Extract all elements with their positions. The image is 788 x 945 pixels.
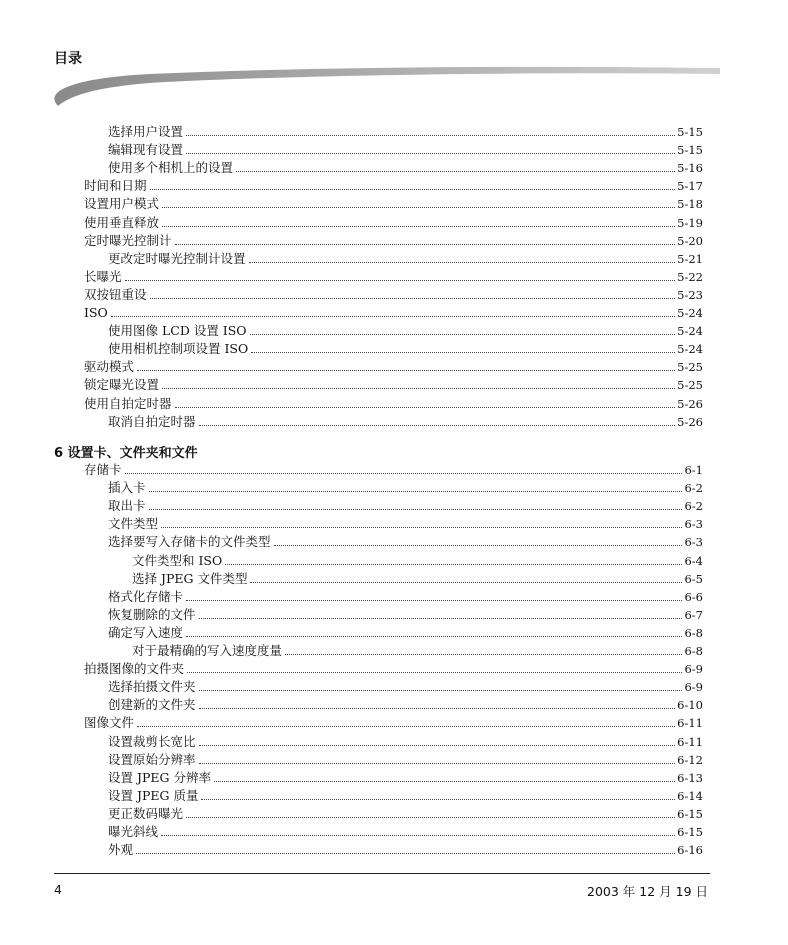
toc-leader-dots bbox=[249, 262, 676, 263]
toc-entry-title: 长曝光 bbox=[84, 268, 122, 284]
toc-entry-page: 5-25 bbox=[677, 378, 703, 393]
toc-entry[interactable] bbox=[84, 303, 703, 321]
toc-entry[interactable] bbox=[108, 412, 703, 430]
toc-leader-dots bbox=[175, 244, 676, 245]
footer-date: 2003 年 12 月 19 日 bbox=[587, 884, 708, 899]
toc-entry-page: 6-11 bbox=[677, 716, 703, 731]
toc-entry-page: 6-11 bbox=[677, 734, 703, 749]
toc-entry-title: 对于最精确的写入速度度量 bbox=[132, 643, 283, 658]
toc-entry[interactable] bbox=[108, 732, 703, 750]
toc-entry-page: 6-2 bbox=[684, 499, 703, 514]
toc-entry-title: 选择用户设置 bbox=[108, 124, 184, 139]
toc-entry-title: 选择拍摄文件夹 bbox=[108, 679, 196, 695]
toc-entry-page: 6-9 bbox=[684, 680, 703, 695]
toc-entry[interactable] bbox=[108, 768, 703, 786]
toc-entry-page: 6-1 bbox=[684, 463, 703, 477]
toc-entry[interactable] bbox=[108, 122, 703, 140]
header-swoosh-decoration bbox=[0, 0, 788, 120]
toc-entry[interactable] bbox=[84, 394, 703, 412]
toc-entry-title: 选择 JPEG 文件类型 bbox=[132, 570, 248, 586]
toc-entry-page: 6-15 bbox=[677, 806, 703, 821]
toc-leader-dots bbox=[150, 298, 676, 299]
toc-leader-dots bbox=[186, 153, 675, 154]
toc-leader-dots bbox=[162, 388, 675, 389]
toc-entry[interactable] bbox=[132, 569, 703, 587]
toc-entry-page: 5-23 bbox=[677, 287, 703, 302]
toc-entry-page: 5-19 bbox=[677, 215, 703, 230]
footer-page-number: 4 bbox=[54, 882, 62, 897]
toc-entry-title: 使用垂直释放 bbox=[84, 214, 160, 230]
toc-leader-dots bbox=[285, 654, 682, 655]
toc-entry-page: 5-17 bbox=[677, 179, 703, 194]
toc-entry[interactable] bbox=[108, 750, 703, 768]
toc-entry-page: 6-4 bbox=[684, 553, 703, 568]
toc-entry-title: 设置 JPEG 质量 bbox=[108, 787, 199, 803]
toc-leader-dots bbox=[250, 582, 682, 583]
toc-entry[interactable] bbox=[108, 623, 703, 641]
toc-entry[interactable] bbox=[84, 176, 703, 194]
toc-entry-page: 5-25 bbox=[677, 360, 703, 375]
toc-leader-dots bbox=[214, 781, 675, 782]
toc-leader-dots bbox=[136, 853, 675, 854]
toc-leader-dots bbox=[199, 763, 676, 764]
toc-leader-dots bbox=[161, 527, 682, 528]
toc-leader-dots bbox=[199, 690, 683, 691]
toc-entry[interactable] bbox=[108, 249, 703, 267]
toc-leader-dots bbox=[236, 171, 675, 172]
toc-entry-page: 6-10 bbox=[677, 698, 703, 713]
toc-entry-page: 6-14 bbox=[677, 788, 703, 803]
toc-leader-dots bbox=[111, 316, 675, 317]
toc-entry[interactable] bbox=[84, 213, 703, 231]
toc-entry-title: 创建新的文件夹 bbox=[108, 697, 196, 713]
toc-entry-page: 5-26 bbox=[677, 414, 703, 429]
toc-entry-title: 设置 JPEG 分辨率 bbox=[108, 769, 211, 785]
toc-entry-page: 6-9 bbox=[684, 662, 703, 677]
toc-entry-title: 更正数码曝光 bbox=[108, 805, 184, 821]
toc-entry[interactable] bbox=[108, 840, 703, 858]
toc-entry-title: 使用多个相机上的设置 bbox=[108, 160, 234, 176]
toc-entry[interactable] bbox=[108, 158, 703, 176]
toc-leader-dots bbox=[274, 545, 683, 546]
toc-entry[interactable] bbox=[108, 786, 703, 804]
toc-entry-page: 6-8 bbox=[684, 644, 703, 658]
toc-entry-title: 设置原始分辨率 bbox=[108, 751, 196, 767]
chapter-heading: 6 设置卡、文件夹和文件 bbox=[54, 446, 198, 461]
toc-entry-title: 插入卡 bbox=[108, 480, 146, 496]
toc-entry-page: 5-22 bbox=[677, 269, 703, 284]
toc-leader-dots bbox=[199, 618, 683, 619]
toc-leader-dots bbox=[125, 473, 683, 474]
toc-entry[interactable] bbox=[108, 514, 703, 532]
toc-entry[interactable] bbox=[84, 267, 703, 285]
toc-entry-page: 6-13 bbox=[677, 770, 703, 785]
toc-leader-dots bbox=[161, 835, 675, 836]
footer-divider bbox=[54, 873, 710, 874]
toc-leader-dots bbox=[199, 708, 676, 709]
toc-leader-dots bbox=[186, 600, 682, 601]
toc-entry-title: 使用图像 LCD 设置 ISO bbox=[108, 323, 247, 339]
toc-entry-title: 文件类型和 ISO bbox=[132, 552, 223, 568]
toc-entry-page: 6-12 bbox=[677, 752, 703, 767]
toc-leader-dots bbox=[199, 745, 676, 746]
toc-entry[interactable] bbox=[84, 713, 703, 731]
toc-entry-title: 使用自拍定时器 bbox=[84, 395, 172, 411]
toc-entry-title: 拍摄图像的文件夹 bbox=[84, 661, 185, 677]
toc-entry[interactable] bbox=[108, 605, 703, 623]
toc-leader-dots bbox=[225, 564, 682, 565]
toc-entry-title: 取消自拍定时器 bbox=[108, 413, 196, 429]
toc-entry-page: 5-16 bbox=[677, 161, 703, 176]
toc-entry-page: 5-26 bbox=[677, 396, 703, 411]
toc-entry[interactable] bbox=[84, 659, 703, 677]
toc-entry-title: 更改定时曝光控制计设置 bbox=[108, 250, 246, 266]
toc-entry-title: 外观 bbox=[108, 842, 134, 858]
toc-entry-title: 确定写入速度 bbox=[108, 624, 184, 640]
toc-entry[interactable] bbox=[84, 357, 703, 375]
toc-leader-dots bbox=[251, 352, 675, 353]
toc-entry-title: 定时曝光控制计 bbox=[84, 232, 172, 248]
toc-entry[interactable] bbox=[84, 375, 703, 393]
toc-leader-dots bbox=[186, 817, 675, 818]
toc-entry[interactable] bbox=[108, 496, 703, 514]
toc-entry-page: 6-15 bbox=[677, 825, 703, 839]
toc-entry-page: 6-3 bbox=[684, 517, 703, 532]
toc-leader-dots bbox=[187, 672, 682, 673]
toc-entry[interactable] bbox=[108, 804, 703, 822]
toc-leader-dots bbox=[199, 425, 676, 426]
toc-entry-title: 存储卡 bbox=[84, 462, 122, 477]
toc-entry[interactable] bbox=[108, 140, 703, 158]
toc-entry-page: 5-18 bbox=[677, 197, 703, 212]
toc-entry-page: 5-24 bbox=[677, 306, 703, 320]
toc-entry[interactable] bbox=[108, 677, 703, 695]
toc-entry-title: 锁定曝光设置 bbox=[84, 377, 160, 393]
toc-entry-page: 6-5 bbox=[684, 571, 703, 586]
toc-entry-title: 恢复删除的文件 bbox=[108, 606, 196, 622]
toc-entry-page: 5-15 bbox=[677, 125, 703, 139]
toc-entry-page: 6-3 bbox=[684, 535, 703, 550]
toc-entry-page: 5-20 bbox=[677, 233, 703, 248]
toc-entry-title: 设置裁剪长宽比 bbox=[108, 733, 196, 749]
toc-entry-page: 6-8 bbox=[684, 625, 703, 640]
toc-leader-dots bbox=[137, 370, 675, 371]
header-title: 目录 bbox=[54, 51, 82, 67]
toc-entry-title: 文件类型 bbox=[108, 516, 159, 532]
toc-entry-page: 6-6 bbox=[684, 589, 703, 604]
toc-entry-title: 图像文件 bbox=[84, 715, 135, 731]
toc-entry[interactable] bbox=[132, 551, 703, 569]
toc-entry-title: 使用相机控制项设置 ISO bbox=[108, 341, 249, 357]
toc-leader-dots bbox=[137, 726, 675, 727]
toc-entry-title: 取出卡 bbox=[108, 498, 146, 514]
toc-entry-title: ISO bbox=[84, 305, 108, 320]
toc-entry-title: 格式化存储卡 bbox=[108, 588, 184, 604]
toc-entry-page: 5-24 bbox=[677, 324, 703, 339]
toc-entry-title: 曝光斜线 bbox=[108, 824, 159, 839]
toc-entry[interactable] bbox=[84, 285, 703, 303]
toc-entry[interactable] bbox=[108, 695, 703, 713]
toc-entry-page: 6-7 bbox=[684, 607, 703, 622]
toc-entry[interactable] bbox=[108, 822, 703, 840]
toc-entry[interactable] bbox=[108, 587, 703, 605]
toc-leader-dots bbox=[186, 636, 682, 637]
toc-entry-title: 驱动模式 bbox=[84, 359, 135, 375]
toc-leader-dots bbox=[175, 407, 676, 408]
toc-leader-dots bbox=[250, 334, 676, 335]
toc-entry-page: 5-24 bbox=[677, 342, 703, 357]
toc-leader-dots bbox=[150, 189, 676, 190]
toc-entry[interactable] bbox=[108, 339, 703, 357]
toc-leader-dots bbox=[201, 799, 675, 800]
toc-leader-dots bbox=[125, 280, 676, 281]
toc-entry-title: 编辑现有设置 bbox=[108, 142, 184, 158]
toc-entry-title: 设置用户模式 bbox=[84, 196, 160, 212]
toc-entry-title: 选择要写入存储卡的文件类型 bbox=[108, 534, 271, 550]
toc-entry[interactable] bbox=[108, 532, 703, 550]
toc-entry-page: 6-2 bbox=[684, 481, 703, 496]
toc-entry-title: 双按钮重设 bbox=[84, 286, 147, 302]
toc-entry[interactable] bbox=[108, 321, 703, 339]
toc-entry-page: 5-15 bbox=[677, 143, 703, 158]
toc-entry-title: 时间和日期 bbox=[84, 178, 147, 194]
toc-leader-dots bbox=[149, 509, 683, 510]
toc-entry[interactable] bbox=[84, 194, 703, 212]
toc-entry-page: 5-21 bbox=[677, 251, 703, 266]
toc-leader-dots bbox=[149, 491, 683, 492]
toc-leader-dots bbox=[186, 135, 675, 136]
toc-entry[interactable] bbox=[84, 231, 703, 249]
toc-leader-dots bbox=[162, 207, 675, 208]
toc-entry-page: 6-16 bbox=[677, 843, 703, 858]
toc-entry[interactable] bbox=[132, 641, 703, 659]
toc-leader-dots bbox=[162, 226, 675, 227]
toc-entry[interactable] bbox=[84, 460, 703, 478]
toc-entry[interactable] bbox=[108, 478, 703, 496]
